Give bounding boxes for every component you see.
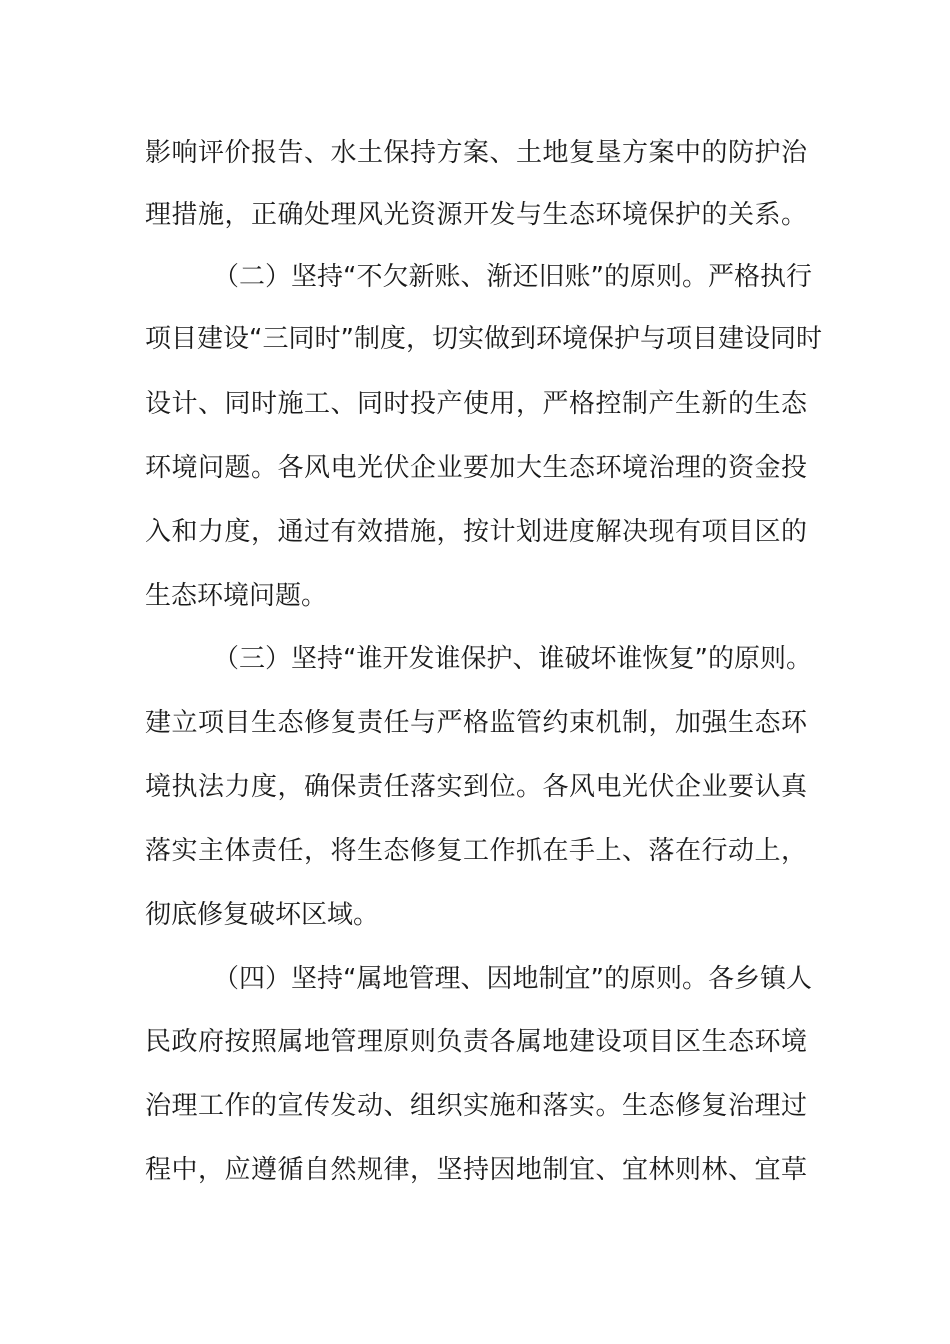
- section-heading-line: （二）坚持“不欠新账、渐还旧账”的原则。严格执行: [213, 262, 812, 292]
- text-line: 环境问题。各风电光伏企业要加大生态环境治理的资金投: [145, 453, 807, 483]
- text-line: 建立项目生态修复责任与严格监管约束机制，加强生态环: [145, 708, 807, 738]
- text-line: 民政府按照属地管理原则负责各属地建设项目区生态环境: [145, 1027, 807, 1057]
- text-line: 设计、同时施工、同时投产使用，严格控制产生新的生态: [145, 389, 807, 419]
- text-line: 彻底修复破坏区域。: [145, 900, 380, 930]
- text-line: 落实主体责任，将生态修复工作抓在手上、落在行动上，: [145, 836, 807, 866]
- text-line: 项目建设“三同时”制度，切实做到环境保护与项目建设同时: [145, 324, 822, 354]
- text-line: 生态环境问题。: [145, 581, 328, 611]
- text-line: 影响评价报告、水土保持方案、土地复垦方案中的防护治: [145, 138, 807, 168]
- section-heading-line: （三）坚持“谁开发谁保护、谁破坏谁恢复”的原则。: [213, 644, 812, 674]
- text-line: 程中，应遵循自然规律，坚持因地制宜、宜林则林、宜草: [145, 1155, 807, 1185]
- text-line: 境执法力度，确保责任落实到位。各风电光伏企业要认真: [145, 772, 807, 802]
- text-line: 理措施，正确处理风光资源开发与生态环境保护的关系。: [145, 200, 807, 230]
- text-line: 治理工作的宣传发动、组织实施和落实。生态修复治理过: [145, 1091, 807, 1121]
- text-line: 入和力度，通过有效措施，按计划进度解决现有项目区的: [145, 517, 807, 547]
- section-heading-line: （四）坚持“属地管理、因地制宜”的原则。各乡镇人: [213, 964, 812, 994]
